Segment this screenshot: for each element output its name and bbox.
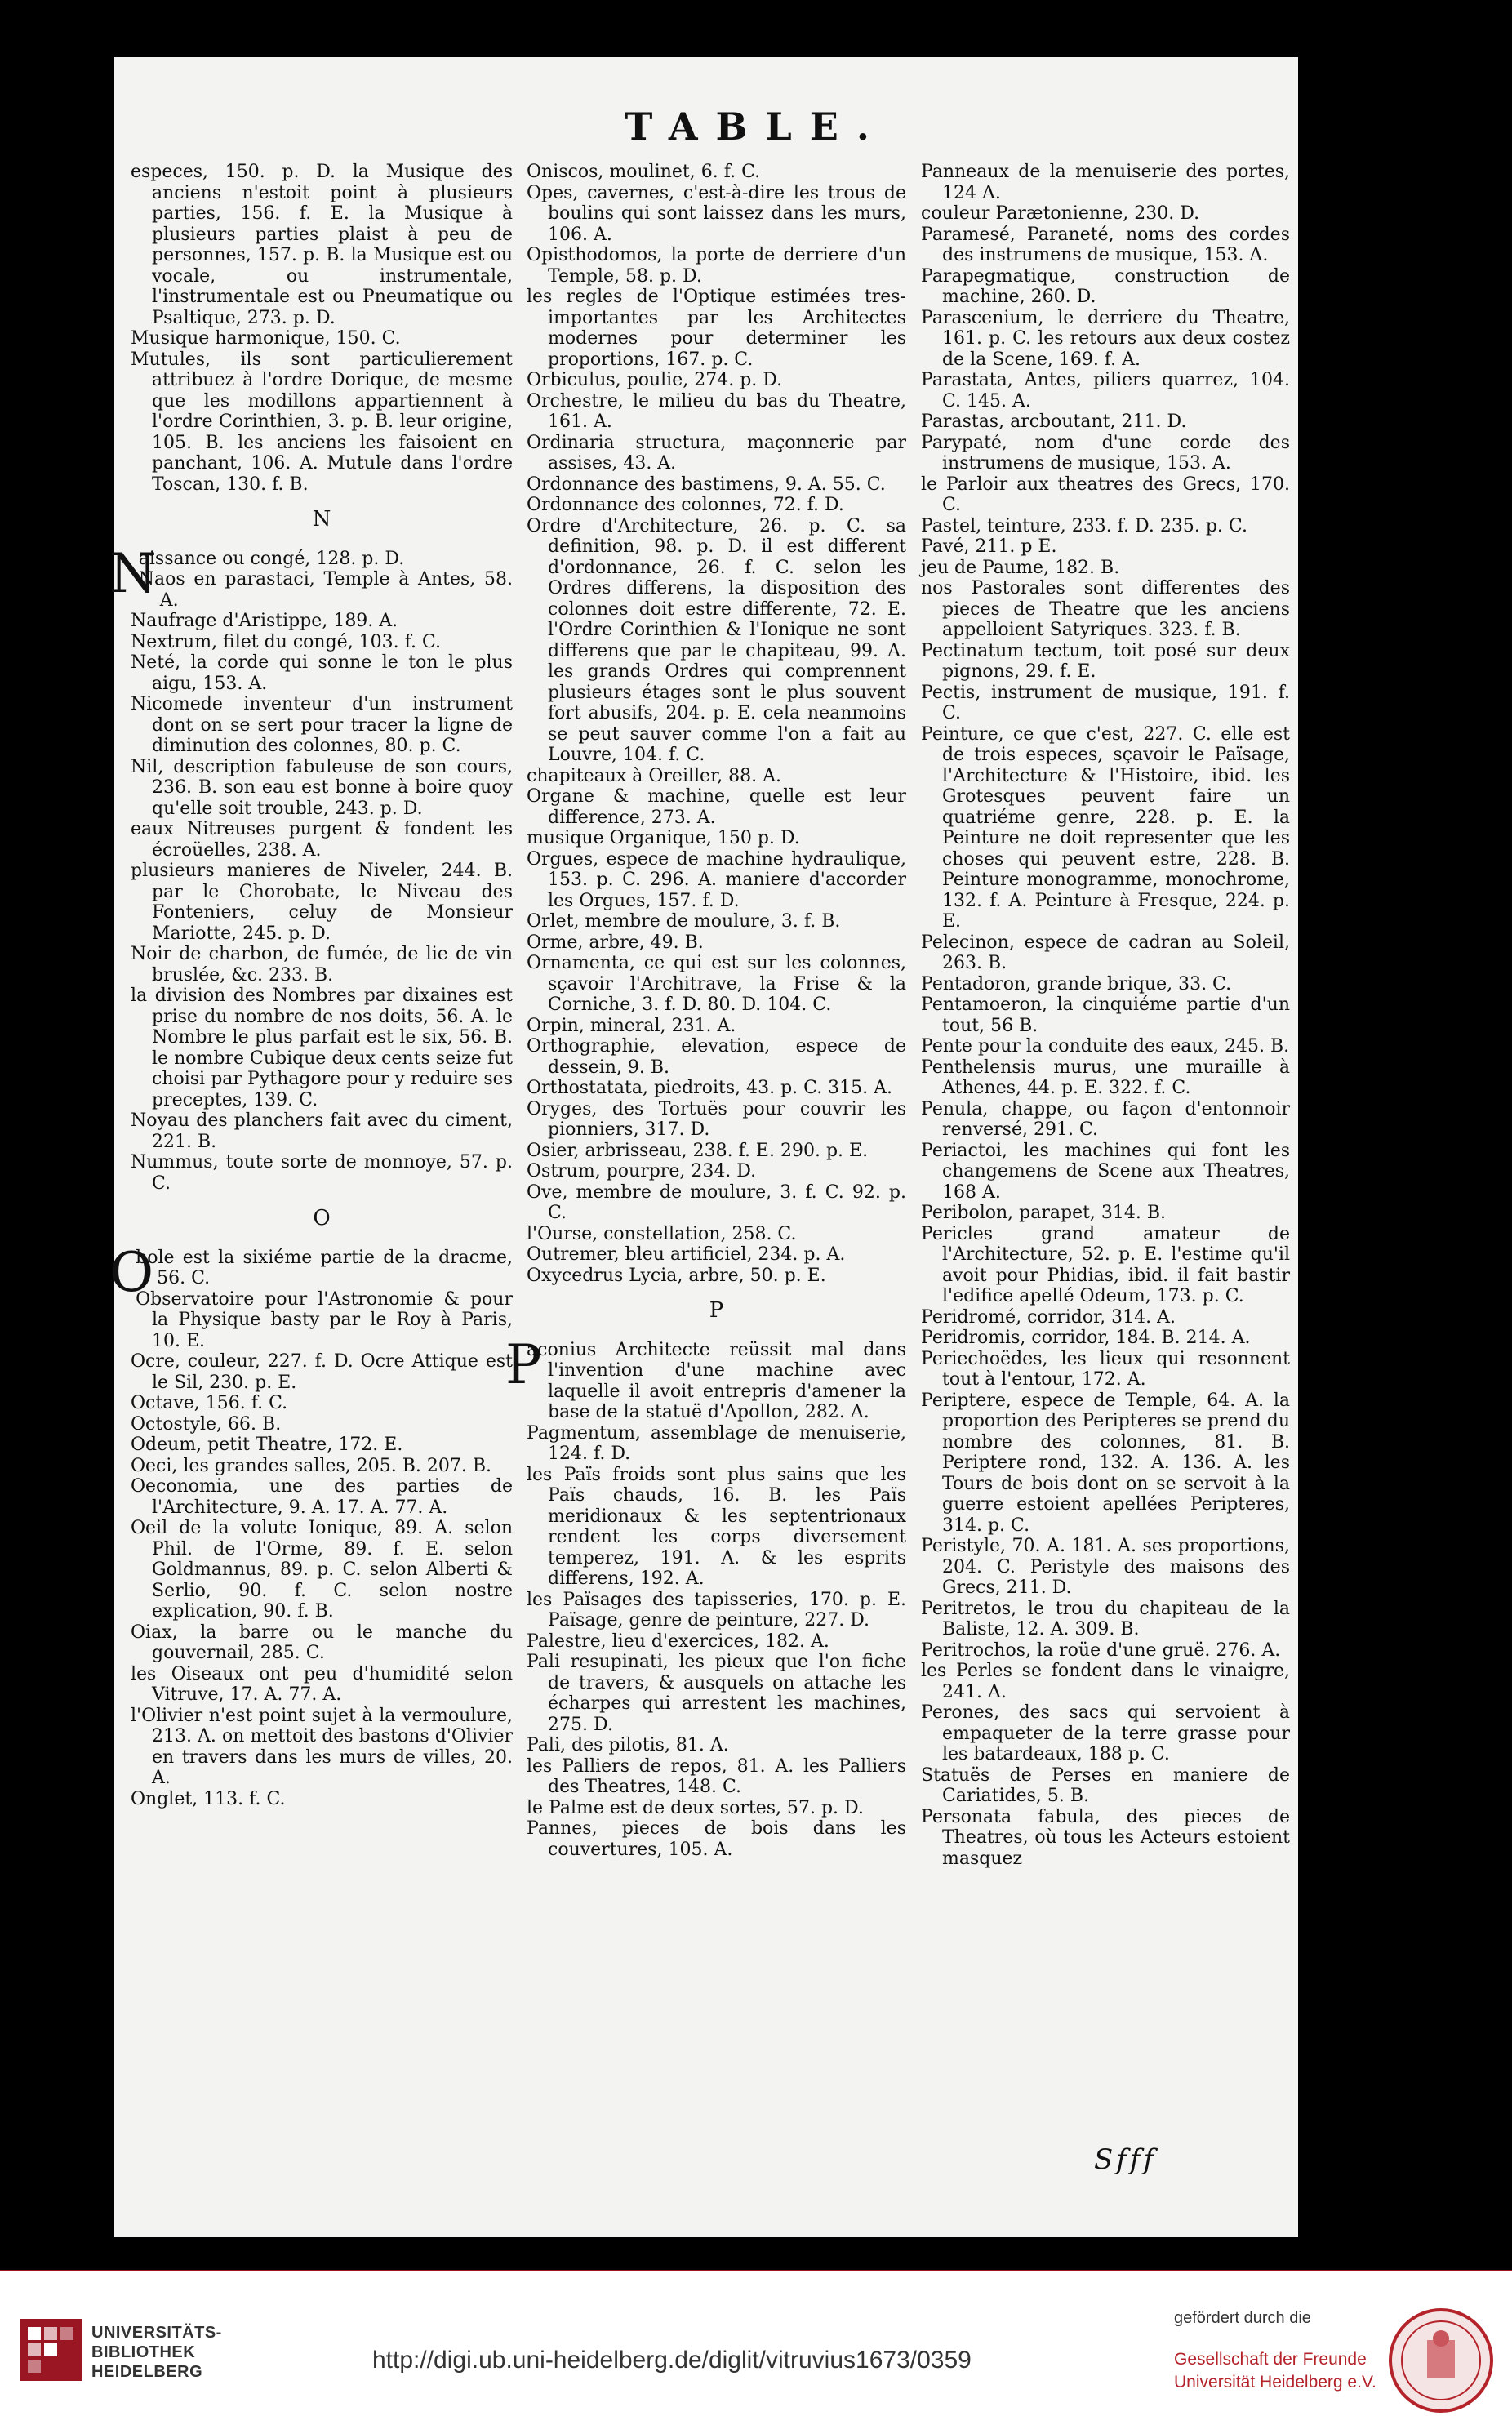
index-entry: Oeconomia, une des parties de l'Architecture, 9. A. 17. A. 77. A. (131, 1476, 513, 1518)
index-entry: eaux Nitreuses purgent & fondent les écroüelles, 238. A. (131, 819, 513, 861)
index-entry: Naos en parastaci, Temple à Antes, 58. A. (138, 569, 513, 611)
section-letter: P (709, 1298, 724, 1323)
index-entry: chapiteaux à Oreiller, 88. A. (527, 765, 782, 786)
index-entry: Ordonnance des colonnes, 72. f. D. (527, 495, 844, 515)
index-entry: Observatoire pour l'Astronomie & pour la Physique basty par le Roy à Paris, 10. E. (136, 1288, 513, 1351)
index-entry: Orme, arbre, 49. B. (527, 932, 704, 953)
index-entry: Oniscos, moulinet, 6. f. C. (527, 162, 761, 182)
index-entry: Outremer, bleu artificiel, 234. p. A. (527, 1244, 846, 1265)
library-name-line-2: BIBLIOTHEK (91, 2343, 196, 2361)
index-entry: Pali resupinati, les pieux que l'on fiche de travers, & ausquels on attache les écharpes qui arrestent les machines, 275. D. (527, 1652, 906, 1735)
index-entry: Organe & machine, quelle est leur difference, 273. A. (527, 786, 906, 828)
index-entry: les Païs froids sont plus sains que les Païs chauds, 16. B. les Païs meridionaux & les septentrionaux rendent les corps diversement temperez, 191. A. & les esprits differens, 192. A. (527, 1464, 906, 1589)
library-name-line-1: UNIVERSITÄTS- (91, 2324, 222, 2342)
index-entry: Personata fabula, des pieces de Theatres, où tous les Acteurs estoient masquez (921, 1806, 1290, 1869)
index-entry: Oiax, la barre ou le manche du gouvernail, 285. C. (131, 1622, 513, 1663)
index-entry: Pente pour la conduite des eaux, 245. B. (921, 1036, 1290, 1057)
index-entry: Osier, arbrisseau, 238. f. E. 290. p. E. (527, 1140, 869, 1161)
index-entry: Oeci, les grandes salles, 205. B. 207. B. (131, 1455, 492, 1476)
index-entry: Ove, membre de moulure, 3. f. C. 92. p. C. (527, 1181, 906, 1223)
index-entry: Pagmentum, assemblage de menuiserie, 124. f. D. (527, 1422, 906, 1464)
index-entry: Periptere, espece de Temple, 64. A. la proportion des Peripteres se prend du nombre des colonnes, 81. B. Periptere rond, 132. A. 136. A. les Tours de bois dont on se servoit à la guerre estoient apellées Peripteres, 314. p. C. (921, 1390, 1290, 1536)
index-entry: Opes, cavernes, c'est-à-dire les trous de boulins qui sont laissez dans les murs, 106. A. (527, 182, 906, 245)
index-entry: Orchestre, le milieu du bas du Theatre, 161. A. (527, 390, 906, 432)
index-entry: la division des Nombres par dixaines est prise du nombre de nos doits, 56. A. le Nombre le plus parfait est le six, 56. B. le nombre Cubique deux cents seize fut choisi par Pythagore pour y reduire ses preceptes, 139. C. (131, 986, 513, 1110)
index-entry: les Oiseaux ont peu d'humidité selon Vitruve, 17. A. 77. A. (131, 1663, 513, 1705)
index-entry: Periechoëdes, les lieux qui resonnent tout à l'entour, 172. A. (921, 1348, 1290, 1390)
index-entry: le Parloir aux theatres des Grecs, 170. C. (921, 474, 1290, 515)
index-entry: l'Ourse, constellation, 258. C. (527, 1223, 797, 1244)
index-entry: Ordre d'Architecture, 26. p. C. sa definition, 98. p. D. il est different d'ordonnance, 26. f. C. selon les Ordres differens, la disposition des colonnes doit estre differente, 72. E. l'Ordre Corinthien & l'Ionique ne sont differens que par le chapiteau, 99. A. les grands Ordres qui comprennent plusieurs étages sont le plus souvent fort abusifs, 204. p. E. cela neanmoins se peut sauver comme l'on a fait au Louvre, 104. f. C. (527, 515, 906, 765)
index-entry: Orgues, espece de machine hydraulique, 153. p. C. 296. A. maniere d'accorder les Orgues, 157. f. D. (527, 848, 906, 911)
index-entry: jeu de Paume, 182. B. (921, 557, 1120, 578)
university-seal-icon (1388, 2307, 1494, 2414)
index-entry: Ocre, couleur, 227. f. D. Ocre Attique est le Sil, 230. p. E. (131, 1351, 513, 1393)
index-entry: Panneaux de la menuiserie des portes, 124 A. (921, 162, 1290, 203)
index-entry: Oxycedrus Lycia, arbre, 50. p. E. (527, 1265, 826, 1286)
index-entry: Orbiculus, poulie, 274. p. D. (527, 370, 783, 390)
index-entry: Oryges, des Tortuës pour couvrir les pionniers, 317. D. (527, 1098, 906, 1140)
index-entry: Neté, la corde qui sonne le ton le plus aigu, 153. A. (131, 652, 513, 694)
index-column-1 (109, 162, 513, 1809)
index-entry: Nummus, toute sorte de monnoye, 57. p. C. (131, 1152, 513, 1194)
index-entry: Ornamenta, ce qui est sur les colonnes, sçavoir l'Architrave, la Frise & la Corniche, 3. f. D. 80. D. 104. C. (527, 953, 906, 1015)
index-entry: Parapegmatique, construction de machine, 260. D. (921, 265, 1290, 307)
index-entry: Peritretos, le trou du chapiteau de la Baliste, 12. A. 309. B. (921, 1598, 1290, 1640)
index-entry: Ordinaria structura, maçonnerie par assises, 43. A. (527, 432, 906, 474)
index-entry: Oeil de la volute Ionique, 89. A. selon Phil. de l'Orme, 89. f. E. selon Goldmannus, 89. p. C. selon Alberti & Serlio, 90. f. C. selon nostre explication, 90. f. B. (131, 1518, 513, 1622)
library-name-line-3: HEIDELBERG (91, 2363, 203, 2381)
index-entry: Pannes, pieces de bois dans les couvertures, 105. A. (527, 1818, 906, 1860)
index-entry: Palestre, lieu d'exercices, 182. A. (527, 1631, 829, 1652)
index-entry: Naufrage d'Aristippe, 189. A. (131, 611, 398, 631)
index-entry: Orthostatata, piedroits, 43. p. C. 315. A. (527, 1078, 893, 1098)
index-column-2 (505, 162, 906, 1860)
library-logo-icon (20, 2319, 82, 2381)
index-entry: couleur Parætonienne, 230. D. (921, 203, 1200, 224)
section-letter: O (313, 1206, 331, 1230)
index-entry: Nicomede inventeur d'un instrument dont on se sert pour tracer la ligne de diminution des colonnes, 80. p. C. (131, 694, 513, 756)
index-entry: Orpin, mineral, 231. A. (527, 1015, 736, 1036)
index-entry: Odeum, petit Theatre, 172. E. (131, 1435, 403, 1455)
section-letter: N (312, 507, 331, 532)
index-entry: Musique harmonique, 150. C. (131, 328, 401, 349)
index-entry: Noyau des planchers fait avec du ciment, 221. B. (131, 1110, 513, 1152)
funded-by-label: gefördert durch die (1174, 2309, 1311, 2327)
index-entry: Parastata, Antes, piliers quarrez, 104. C. 145. A. (921, 370, 1290, 412)
index-entry: Peridromis, corridor, 184. B. 214. A. (921, 1328, 1251, 1348)
index-entry: nos Pastorales sont differentes des pieces de Theatre que les anciens appelloient Satyriques. 323. f. B. (921, 578, 1290, 640)
index-entry: Pastel, teinture, 233. f. D. 235. p. C. (921, 515, 1247, 536)
index-entry: Pentamoeron, la cinquiéme partie d'un tout, 56 B. (921, 994, 1290, 1036)
index-entry: plusieurs manieres de Niveler, 244. B. par le Chorobate, le Niveau des Fonteniers, celuy de Monsieur Mariotte, 245. p. D. (131, 861, 513, 944)
index-entry: Onglet, 113. f. C. (131, 1788, 286, 1809)
index-entry: les Palliers de repos, 81. A. les Palliers des Theatres, 148. C. (527, 1755, 906, 1797)
index-entry: Noir de charbon, de fumée, de lie de vin bruslée, &c. 233. B. (131, 944, 513, 986)
index-entry: Pectis, instrument de musique, 191. f. C. (921, 682, 1290, 723)
index-entry: Peristyle, 70. A. 181. A. ses proportions, 204. C. Peristyle des maisons des Grecs, 211. D. (921, 1536, 1290, 1598)
index-entry: Peritrochos, la roüe d'une gruë. 276. A. (921, 1640, 1281, 1661)
index-entry: Octostyle, 66. B. (131, 1413, 282, 1435)
index-entry: Pali, des pilotis, 81. A. (527, 1735, 729, 1755)
index-entry: Periactoi, les machines qui font les changemens de Scene aux Theatres, 168 A. (921, 1140, 1290, 1203)
index-entry: Parascenium, le derriere du Theatre, 161. p. C. les retours aux deux costez de la Scene, 169. f. A. (921, 307, 1290, 370)
page-title: TABLE. (625, 105, 887, 149)
signature-mark: Sfff (1094, 2143, 1158, 2176)
society-name-line-2: Universität Heidelberg e.V. (1174, 2373, 1376, 2392)
index-entry: Nextrum, filet du congé, 103. f. C. (131, 631, 442, 652)
index-entry: Orlet, membre de moulure, 3. f. B. (527, 911, 841, 932)
index-entry: le Palme est de deux sortes, 57. p. D. (527, 1797, 864, 1818)
index-entry: Octave, 156. f. C. (131, 1393, 288, 1413)
index-entry: Nil, description fabuleuse de son cours, 236. B. son eau est bonne à boire quoy qu'elle soit trouble, 243. p. D. (131, 756, 513, 819)
index-entry: Ordonnance des bastimens, 9. A. 55. C. (527, 474, 886, 495)
index-entry: Orthographie, elevation, espece de dessein, 9. B. (527, 1036, 906, 1078)
index-entry: Pericles grand amateur de l'Architecture, 52. p. E. l'estime qu'il avoit pour Phidias, ibid. il fait bastir l'edifice apellé Odeum, 173. p. C. (921, 1223, 1290, 1306)
index-entry: Pectinatum tectum, toit posé sur deux pignons, 29. f. E. (921, 640, 1290, 682)
index-entry: Pelecinon, espece de cadran au Soleil, 263. B. (921, 932, 1290, 973)
index-entry: Perones, des sacs qui servoient à empaqueter de la terre grasse pour les batardeaux, 188 p. C. (921, 1702, 1290, 1764)
index-entry: Penula, chappe, ou façon d'entonnoir renversé, 291. C. (921, 1098, 1290, 1140)
permalink-url[interactable]: http://digi.ub.uni-heidelberg.de/diglit/vitruvius1673/0359 (372, 2347, 972, 2374)
index-entry: Mutules, ils sont particulierement attribuez à l'ordre Dorique, de mesme que les modillons appartiennent à l'ordre Corinthien, 3. p. B. leur origine, 105. B. les anciens les faisoient en panchant, 106. A. Mutule dans l'ordre Toscan, 130. f. B. (131, 349, 513, 495)
index-entry: musique Organique, 150 p. D. (527, 828, 800, 848)
index-entry: Opisthodomos, la porte de derriere d'un Temple, 58. p. D. (527, 245, 906, 287)
index-column-3 (921, 162, 1290, 1869)
society-name-line-1: Gesellschaft der Freunde (1174, 2350, 1367, 2369)
index-entry: Paramesé, Paraneté, noms des cordes des instrumens de musique, 153. A. (921, 224, 1290, 265)
index-entry: Paconius Architecte reüssit mal dans l'invention d'une machine avec laquelle il avoit entrepris d'amener la base de la statuë d'Apollon, 282. A. (505, 1333, 906, 1422)
index-entry: les Perles se fondent dans le vinaigre, 241. A. (921, 1661, 1290, 1702)
index-entry: Naissance ou congé, 128. p. D. (109, 541, 405, 605)
index-entry: Pentadoron, grande brique, 33. C. (921, 973, 1232, 994)
index-entry: les regles de l'Optique estimées tres-importantes par les Architectes modernes pour determiner les proportions, 167. p. C. (527, 287, 906, 370)
index-entry: Pavé, 211. p E. (921, 536, 1057, 557)
index-entry: Parastas, arcboutant, 211. D. (921, 412, 1187, 432)
index-entry: Peinture, ce que c'est, 227. C. elle est de trois especes, sçavoir le Païsage, l'Architecture & l'Histoire, ibid. les Grotesques peuvent faire un quatriéme genre, 228. p. E. la Peinture ne doit representer que les choses qui peuvent estre, 228. B. Peinture monogramme, monochrome, 132. f. A. Peinture à Fresque, 224. p. E. (921, 723, 1290, 932)
index-entry: les Païsages des tapisseries, 170. p. E. Païsage, genre de peinture, 227. D. (527, 1589, 906, 1631)
index-entry: Ostrum, pourpre, 234. D. (527, 1161, 757, 1181)
index-entry: Obole est la sixiéme partie de la dracme, 56. C. (109, 1240, 513, 1304)
index-entry: Peribolon, parapet, 314. B. (921, 1203, 1167, 1223)
index-entry: Penthelensis murus, une muraille à Athenes, 44. p. E. 322. f. C. (921, 1057, 1290, 1098)
viewer-footer (0, 2270, 1512, 2416)
index-entry: Parypaté, nom d'une corde des instrumens de musique, 153. A. (921, 432, 1290, 474)
index-entry: especes, 150. p. D. la Musique des anciens n'estoit point à plusieurs parties, 156. f. E. la Musique à plusieurs parties plaist à peu de personnes, 157. p. B. la Musique est ou vocale, ou instrumentale, l'instrumentale est ou Pneumatique ou Psaltique, 273. p. D. (131, 162, 513, 328)
index-entry: Statuës de Perses en maniere de Cariatides, 5. B. (921, 1764, 1290, 1806)
index-entry: Peridromé, corridor, 314. A. (921, 1306, 1176, 1328)
index-entry: l'Olivier n'est point sujet à la vermoulure, 213. A. on mettoit des bastons d'Olivier en travers dans les murs de villes, 20. A. (131, 1705, 513, 1788)
